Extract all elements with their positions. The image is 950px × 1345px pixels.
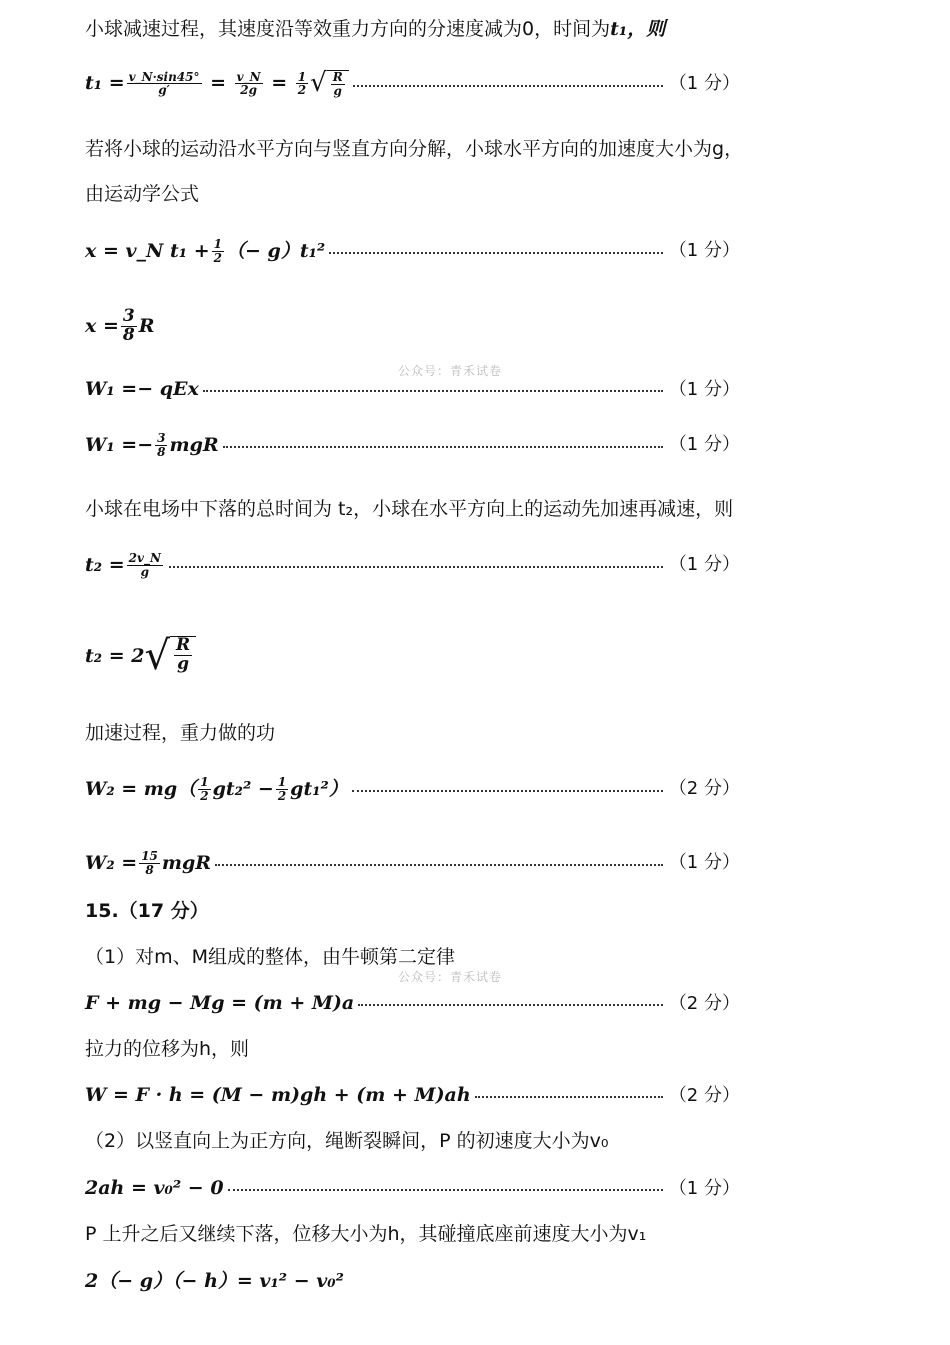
square-root: √ $\frac{R}{g}$ — [144, 636, 196, 676]
equation-w1 — [85, 378, 740, 401]
score-label: （1 分） — [668, 554, 740, 576]
dot-leader — [352, 790, 663, 792]
eq-part: F + mg − Mg = (m + M)a — [85, 992, 355, 1014]
eq-part: x = v_N t₁ + — [85, 239, 210, 262]
dot-leader — [353, 85, 663, 87]
text-line-20 — [85, 1130, 740, 1153]
denominator: g — [177, 653, 189, 674]
watermark: 公众号：青禾试卷 — [398, 970, 503, 984]
denominator: 2 — [297, 83, 307, 98]
equation-x-result — [85, 308, 740, 345]
numerator: 3 — [122, 306, 135, 326]
eq-part: gt₂² − — [212, 777, 274, 800]
watermark: 公众号：青禾试卷 — [398, 364, 503, 378]
numerator: v_N·sin45° — [128, 69, 200, 84]
numerator: 2v_N — [128, 551, 161, 565]
dot-leader — [475, 1096, 663, 1098]
numerator: R — [332, 70, 343, 84]
sentence: 由运动学公式 — [85, 183, 200, 205]
denominator: 2 — [277, 788, 287, 803]
text-line-9 — [85, 498, 740, 521]
eq-part: R — [138, 314, 155, 337]
sentence: 加速过程，重力做的功 — [85, 722, 276, 744]
numerator: 1 — [200, 775, 209, 789]
sentence: 小球减速过程，其速度沿等效重力方向的分速度减为0，时间为 — [85, 18, 611, 40]
text-line-1 — [85, 18, 740, 41]
denominator: 2 — [213, 250, 222, 265]
equation-x — [85, 238, 740, 264]
square-root: √ $\frac{R}{g}$ — [310, 70, 349, 97]
fraction — [296, 71, 308, 97]
sentence: （1）对m、M组成的整体，由牛顿第二定律 — [85, 946, 455, 968]
numerator: R — [175, 635, 191, 655]
numerator: 3 — [157, 431, 166, 445]
fraction — [139, 850, 160, 876]
eq-part: 2ah = v₀² − 0 — [85, 1177, 224, 1199]
numerator: v_N — [236, 69, 261, 84]
dot-leader — [169, 566, 663, 568]
text-line-4 — [85, 183, 740, 206]
equation-t2-result — [85, 633, 740, 679]
score-label: （1 分） — [668, 240, 740, 262]
eq-part: W₁ =− qEx — [85, 378, 199, 400]
equation-newton — [85, 992, 740, 1015]
numerator: 1 — [297, 69, 307, 84]
sentence: P 上升之后又继续下落，位移大小为h，其碰撞底座前速度大小为v₁ — [85, 1223, 647, 1245]
eq-part: W₁ =− — [85, 433, 154, 456]
dot-leader — [358, 1004, 663, 1006]
numerator: 1 — [277, 775, 287, 789]
text-line-18 — [85, 1038, 740, 1061]
score-label: （1 分） — [668, 434, 740, 456]
fraction — [155, 432, 167, 458]
variable: t₁，则 — [610, 18, 666, 40]
fraction — [127, 71, 202, 97]
numerator: 1 — [213, 237, 222, 251]
eq-part: gt₁²） — [290, 777, 348, 800]
equation-work — [85, 1084, 740, 1107]
fraction — [198, 776, 210, 802]
denominator: g — [140, 564, 149, 579]
equation-w1-result — [85, 432, 740, 458]
eq-part: 2（− g）（− h）= v₁² − v₀² — [85, 1270, 344, 1292]
sentence: 拉力的位移为h，则 — [85, 1038, 250, 1060]
score-label: （1 分） — [668, 72, 740, 94]
eq-part: mgR — [169, 433, 219, 456]
score-label: （2 分） — [668, 778, 740, 800]
denominator: 2 — [200, 788, 209, 803]
denominator: 8 — [122, 324, 135, 345]
score-label: （1 分） — [668, 1177, 740, 1199]
fraction — [212, 238, 224, 264]
equation-t2 — [85, 552, 740, 578]
dot-leader — [228, 1189, 663, 1191]
eq-part: t₂ = 2 — [85, 644, 145, 667]
score-label: （2 分） — [668, 992, 740, 1014]
sentence: 若将小球的运动沿水平方向与竖直方向分解，小球水平方向的加速度大小为g， — [85, 138, 744, 160]
dot-leader — [203, 390, 663, 392]
dot-leader — [329, 252, 663, 254]
dot-leader — [223, 446, 663, 448]
sentence: （2）以竖直向上为正方向，绳断裂瞬间，P 的初速度大小为v₀ — [85, 1130, 609, 1152]
question-heading — [85, 900, 740, 923]
eq-part: W = F · h = (M − m)gh + (m + M)ah — [85, 1084, 471, 1106]
text-line-3 — [85, 138, 744, 161]
sentence: 15.（17 分） — [85, 900, 209, 922]
eq-part: （− g）t₁² — [226, 239, 326, 262]
eq-part: mgR — [161, 851, 212, 874]
equation-v1 — [85, 1270, 740, 1293]
equation-v0 — [85, 1177, 740, 1200]
equation-w2 — [85, 776, 740, 802]
score-label: （1 分） — [668, 378, 740, 400]
denominator: 8 — [145, 862, 154, 877]
fraction — [127, 552, 163, 578]
text-line-12 — [85, 722, 740, 745]
fraction — [235, 71, 263, 97]
eq-lhs: t₁ = — [85, 72, 125, 95]
numerator: 15 — [141, 849, 158, 863]
text-line-22 — [85, 1223, 740, 1246]
denominator: g — [333, 83, 342, 98]
equation-w2-result — [85, 850, 740, 876]
fraction — [276, 776, 288, 802]
text-line-16 — [85, 946, 740, 969]
denominator: 8 — [157, 444, 166, 459]
equation-t1: t₁ = $\frac{v\_N\cdot\sin 45^\circ}{g'}$ = $\frac{v\_N}{2g}$ = $\frac{1}{2}$ √ $\frac{R}{g}$ （1 分） — [85, 68, 740, 98]
eq-part: t₂ = — [85, 553, 125, 576]
denominator: 2g — [240, 83, 257, 98]
eq-part: x = — [85, 314, 119, 337]
fraction — [121, 308, 137, 345]
score-label: （1 分） — [668, 852, 740, 874]
denominator: g′ — [158, 83, 170, 98]
eq-part: W₂ = mg（ — [85, 777, 197, 800]
dot-leader — [215, 864, 663, 866]
score-label: （2 分） — [668, 1084, 740, 1106]
eq-part: W₂ = — [85, 851, 138, 874]
sentence: 小球在电场中下落的总时间为 t₂，小球在水平方向上的运动先加速再减速，则 — [85, 498, 734, 520]
